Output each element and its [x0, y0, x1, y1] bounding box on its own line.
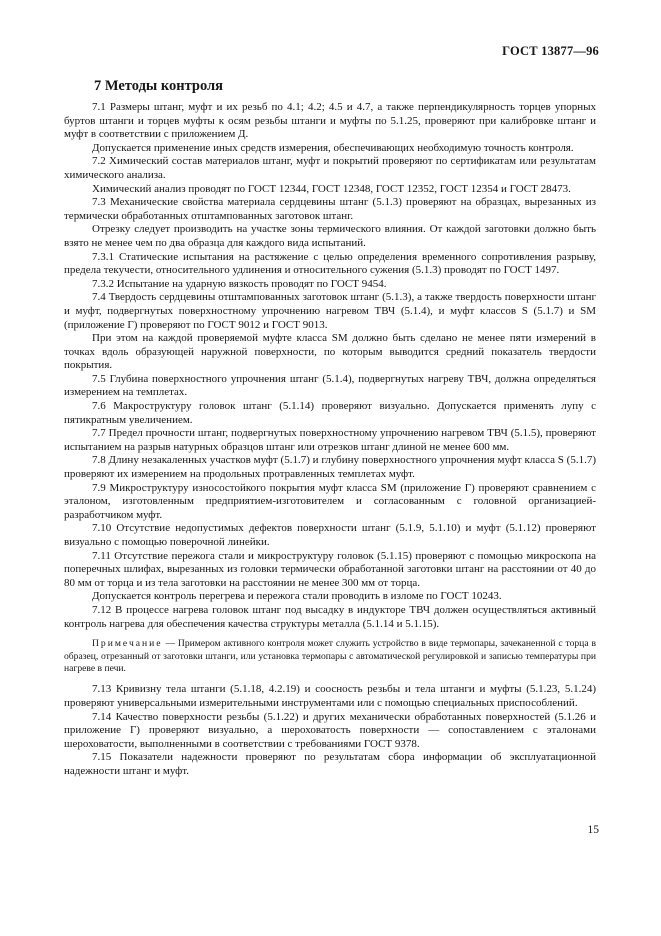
- paragraph-7-3-addendum: Отрезку следует производить на участке зоны термического влияния. От каждой заготовки должно быть взято не менее чем по два образца для каждого вида испытаний.: [64, 223, 596, 249]
- paragraph-7-7: 7.7 Предел прочности штанг, подвергнутых поверхностному упрочнению нагревом ТВЧ (5.1.5), проверяют испытанием на разрыв натурных образцов штанг или отрезков штанг длиной не менее 600 мм.: [64, 427, 596, 453]
- note: [64, 638, 596, 675]
- paragraph-7-1-addendum: Допускается применение иных средств измерения, обеспечивающих необходимую точность контроля.: [92, 141, 574, 154]
- paragraph-7-4-addendum: При этом на каждой проверяемой муфте класса SM должно быть сделано не менее пяти измерений в точках вдоль образующей наружной поверхности, по которым выводится средний показатель твердости покрытия.: [64, 332, 596, 372]
- paragraph-7-13: 7.13 Кривизну тела штанги (5.1.18, 4.2.19) и соосность резьбы и тела штанги и муфты (5.1.23, 5.1.24) проверяют универсальными измерительными инструментами или с помощью специальных приспособлений.: [64, 683, 596, 709]
- paragraph-7-10: 7.10 Отсутствие недопустимых дефектов поверхности штанг (5.1.9, 5.1.10) и муфт (5.1.12) проверяют визуально с помощью поверочной линейки.: [64, 522, 596, 548]
- paragraph-7-3-2: 7.3.2 Испытание на ударную вязкость проводят по ГОСТ 9454.: [92, 277, 387, 290]
- paragraph-7-9: 7.9 Микроструктуру износостойкого покрытия муфт класса SM (приложение Г) проверяют сравнением с эталоном, изготовленным предприятием-изготовителем и согласованным с головной организацией-разработчиком муфт.: [64, 481, 596, 521]
- paragraph-7-5: 7.5 Глубина поверхностного упрочнения штанг (5.1.4), подвергнутых нагреву ТВЧ, должна определяться измерением на темплетах.: [64, 372, 596, 399]
- section-title: 7 Методы контроля: [94, 78, 224, 94]
- document-code-header: ГОСТ 13877—96: [502, 44, 599, 58]
- paragraph-7-15: 7.15 Показатели надежности проверяют по результатам сбора информации об эксплуатационной надежности штанг и муфт.: [64, 751, 596, 777]
- paragraph-7-4: 7.4 Твердость сердцевины отштампованных заготовок штанг (5.1.3), а также твердость поверхности штанг и муфт, подвергнутых поверхностному упрочнению нагревом ТВЧ (5.1.4), и муфт классов S (5.1.7) и SM (приложение Г) проверяют по ГОСТ 9012 и ГОСТ 9013.: [64, 291, 596, 331]
- paragraph-7-14: 7.14 Качество поверхности резьбы (5.1.22) и других механически обработанных поверхностей (5.1.26 и приложение Г) проверяют визуально, а шероховатость поверхности — сопоставлением с эталонами шероховатости, выполненными в соответствии с требованиями ГОСТ 9378.: [64, 710, 596, 750]
- paragraph-7-11-addendum: Допускается контроль перегрева и пережога стали проводить в изломе по ГОСТ 10243.: [92, 590, 502, 603]
- document-body: [64, 101, 596, 779]
- page-number: 15: [587, 824, 599, 836]
- paragraph-7-6: 7.6 Макроструктуру головок штанг (5.1.14) проверяют визуально. Допускается применять лупу с пятикратным увеличением.: [64, 400, 596, 426]
- paragraph-7-3-1: 7.3.1 Статические испытания на растяжение с целью определения временного сопротивления разрыву, предела текучести, относительного удлинения и относительного сужения (5.1.3) проводят по ГОСТ 1497.: [64, 250, 596, 277]
- paragraph-7-8: 7.8 Длину незакаленных участков муфт (5.1.7) и глубину поверхностного упрочнения муфт класса S (5.1.7) проверяют их измерением на продольных протравленных темплетах муфт.: [64, 454, 596, 481]
- note-text: — Примером активного контроля может служить устройство в виде термопары, зачеканенной с торца в образец, отрезанный от заготовки штанги, или установка термопары с автоматической регулировкой и записью температуры при нагреве в печи.: [64, 638, 596, 674]
- paragraph-7-3: 7.3 Механические свойства материала сердцевины штанг (5.1.3) проверяют на образцах, вырезанных из термически обработанных отштампованных заготовок штанг.: [64, 196, 596, 222]
- paragraph-7-12: 7.12 В процессе нагрева головок штанг под высадку в индукторе ТВЧ должен осуществляться активный контроль нагрева для обеспечения качества структуры металла (5.1.14 и 5.1.15).: [64, 603, 596, 630]
- paragraph-7-2-addendum: Химический анализ проводят по ГОСТ 12344, ГОСТ 12348, ГОСТ 12352, ГОСТ 12354 и ГОСТ 28473.: [92, 182, 571, 195]
- paragraph-7-1: 7.1 Размеры штанг, муфт и их резьб по 4.1; 4.2; 4.5 и 4.7, а также перпендикулярность торцев упорных буртов штанги и торцев муфты к осям резьбы штанги и муфты по 5.1.25, проверяют при калибровке штанг и муфт в соответствии с приложением Д.: [64, 101, 596, 141]
- paragraph-7-2: 7.2 Химический состав материалов штанг, муфт и покрытий проверяют по сертификатам или результатам химического анализа.: [64, 155, 596, 181]
- paragraph-7-11: 7.11 Отсутствие пережога стали и микроструктуру головок (5.1.15) проверяют с помощью микроскопа на поперечных шлифах, вырезанных из головки термически обработанной заготовки штанг на расстоянии от 40 до 80 мм от торца и из тела заготовки на расстоянии не менее 300 мм от торца.: [64, 549, 596, 589]
- note-label: Примечание: [92, 638, 163, 650]
